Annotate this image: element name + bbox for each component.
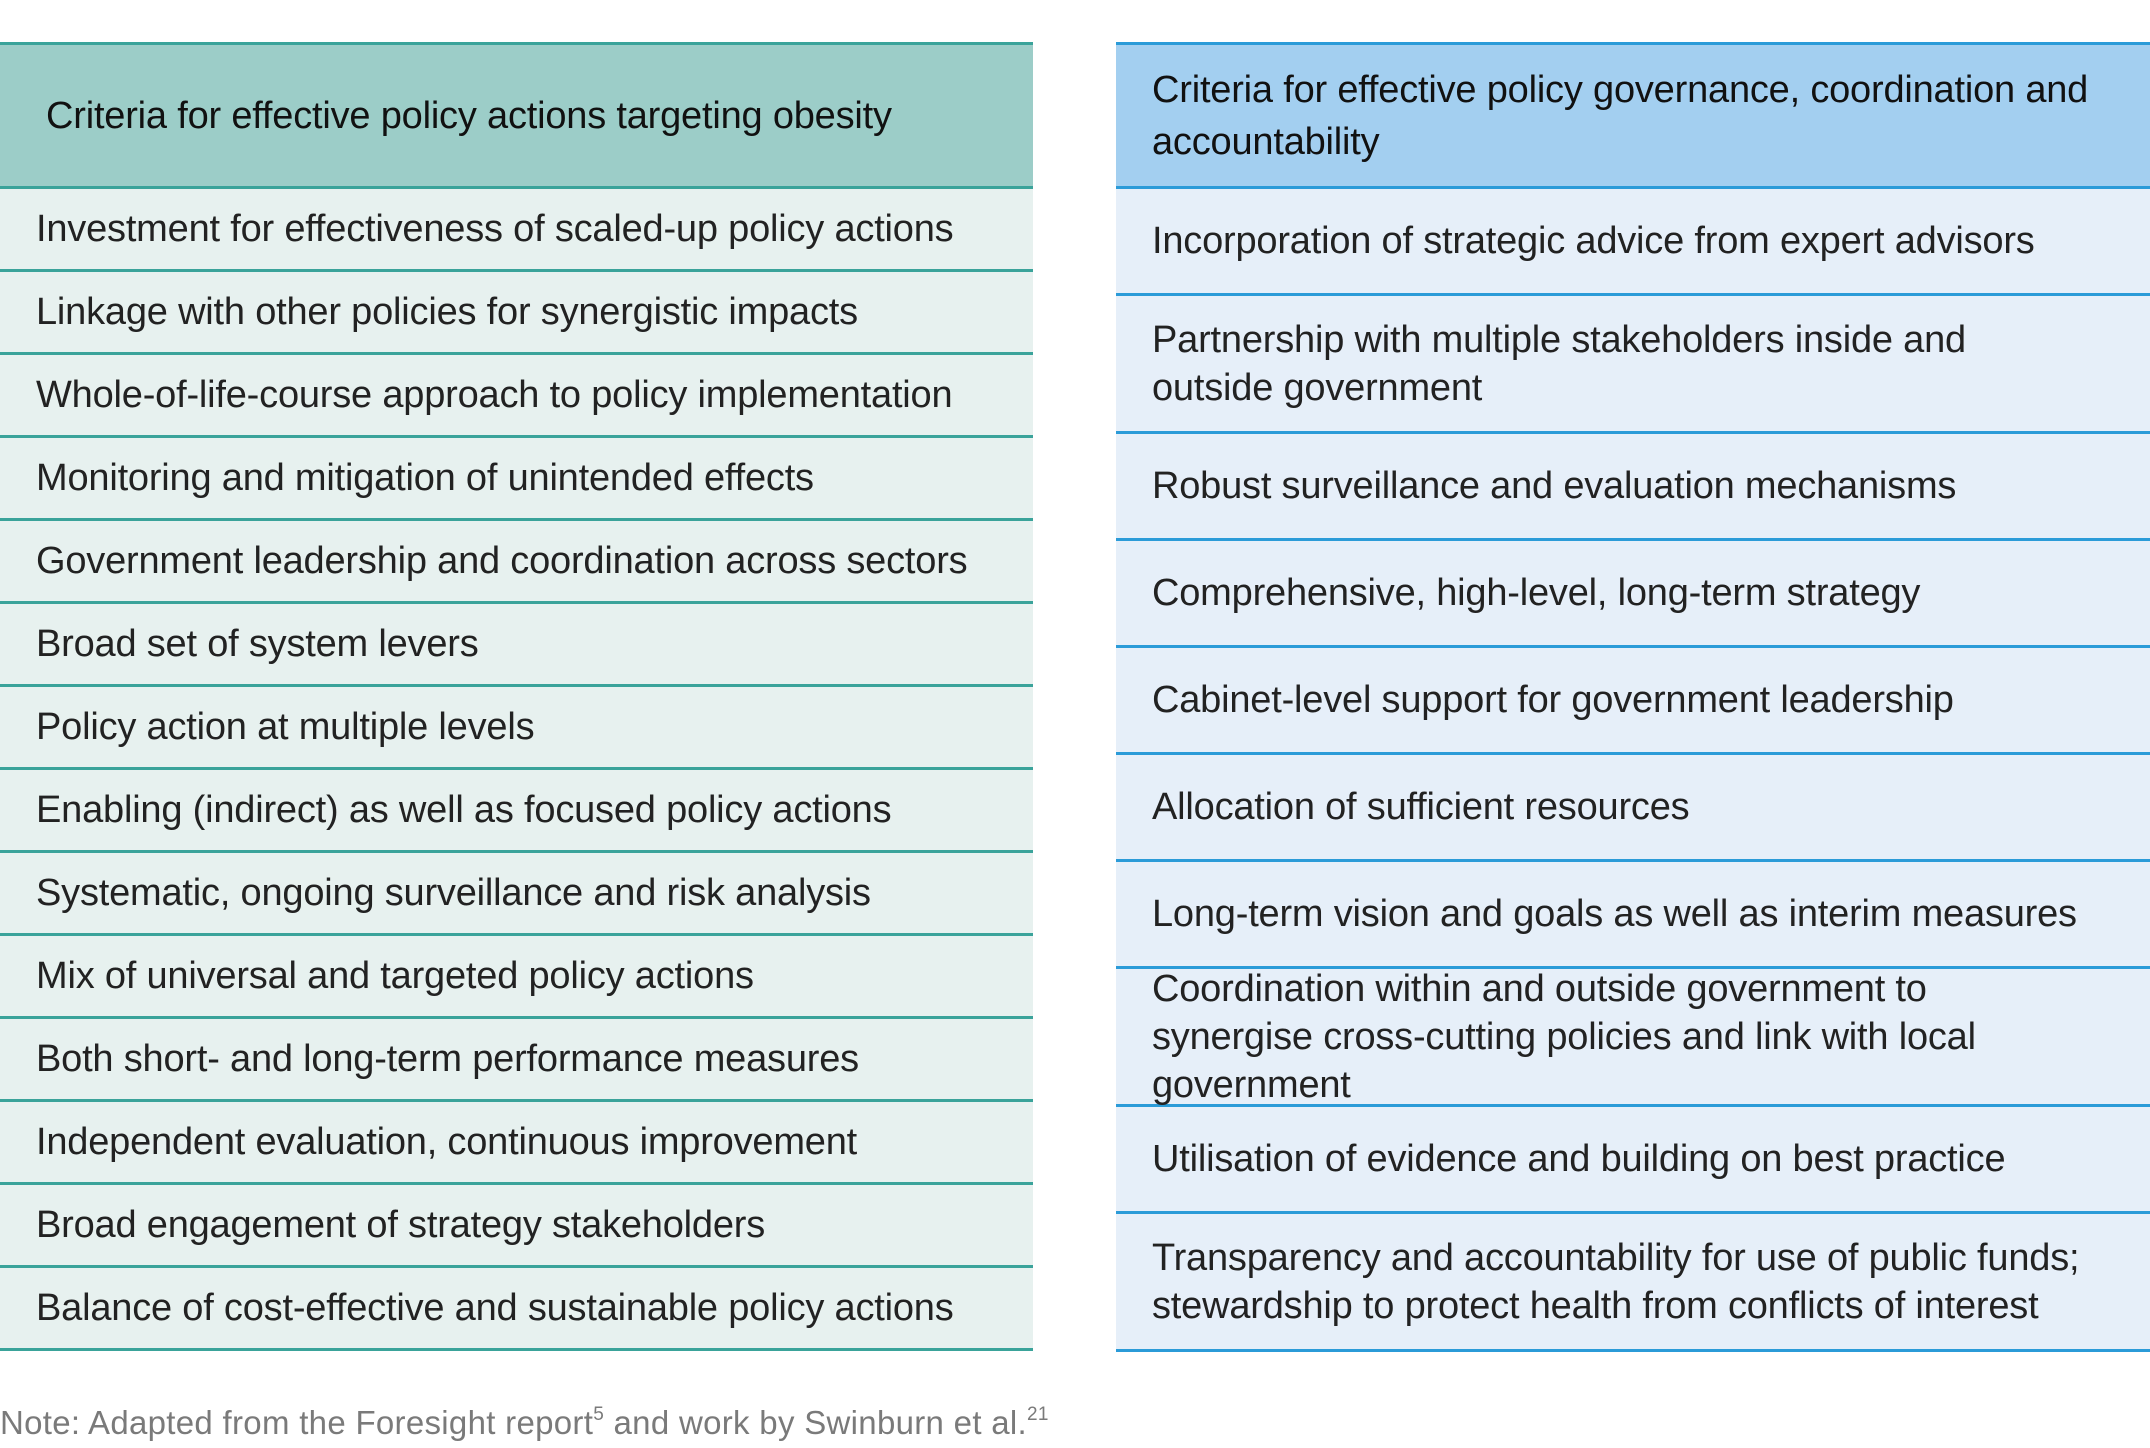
table-row: Broad engagement of strategy stakeholders [0,1185,1033,1268]
table-row: Allocation of sufficient resources [1116,755,2150,862]
table-row: Robust surveillance and evaluation mechanisms [1116,434,2150,541]
table-row: Balance of cost-effective and sustainable policy actions [0,1268,1033,1351]
footnote-ref: 5 [593,1404,605,1425]
left-table-header: Criteria for effective policy actions targeting obesity [0,45,1033,189]
table-row: Enabling (indirect) as well as focused policy actions [0,770,1033,853]
table-row: Utilisation of evidence and building on best practice [1116,1107,2150,1214]
note-text: Note: Adapted from the Foresight report [0,1404,594,1441]
table-row: Investment for effectiveness of scaled-up policy actions [0,189,1033,272]
governance-criteria-table [1116,42,2150,1352]
table-row: Linkage with other policies for synergistic impacts [0,272,1033,355]
table-row: Government leadership and coordination across sectors [0,521,1033,604]
table-row: Comprehensive, high-level, long-term strategy [1116,541,2150,648]
table-row: Coordination within and outside government to synergise cross-cutting policies and link with local government [1116,969,2150,1107]
table-row: Long-term vision and goals as well as interim measures [1116,862,2150,969]
table-row: Partnership with multiple stakeholders inside and outside government [1116,296,2150,434]
table-row: Transparency and accountability for use of public funds; stewardship to protect health from conflicts of interest [1116,1214,2150,1352]
table-row: Independent evaluation, continuous improvement [0,1102,1033,1185]
table-row: Mix of universal and targeted policy actions [0,936,1033,1019]
source-note [0,1404,1049,1442]
table-row: Cabinet-level support for government leadership [1116,648,2150,755]
table-row: Whole-of-life-course approach to policy implementation [0,355,1033,438]
table-row: Broad set of system levers [0,604,1033,687]
right-table-header: Criteria for effective policy governance, coordination and accountability [1116,45,2150,189]
table-row: Systematic, ongoing surveillance and risk analysis [0,853,1033,936]
footnote-ref: 21 [1027,1404,1049,1425]
table-row: Incorporation of strategic advice from expert advisors [1116,189,2150,296]
table-row: Policy action at multiple levels [0,687,1033,770]
table-row: Monitoring and mitigation of unintended effects [0,438,1033,521]
note-text: and work by Swinburn et al. [604,1404,1028,1441]
obesity-policy-criteria-table [0,42,1033,1351]
table-row: Both short- and long-term performance measures [0,1019,1033,1102]
